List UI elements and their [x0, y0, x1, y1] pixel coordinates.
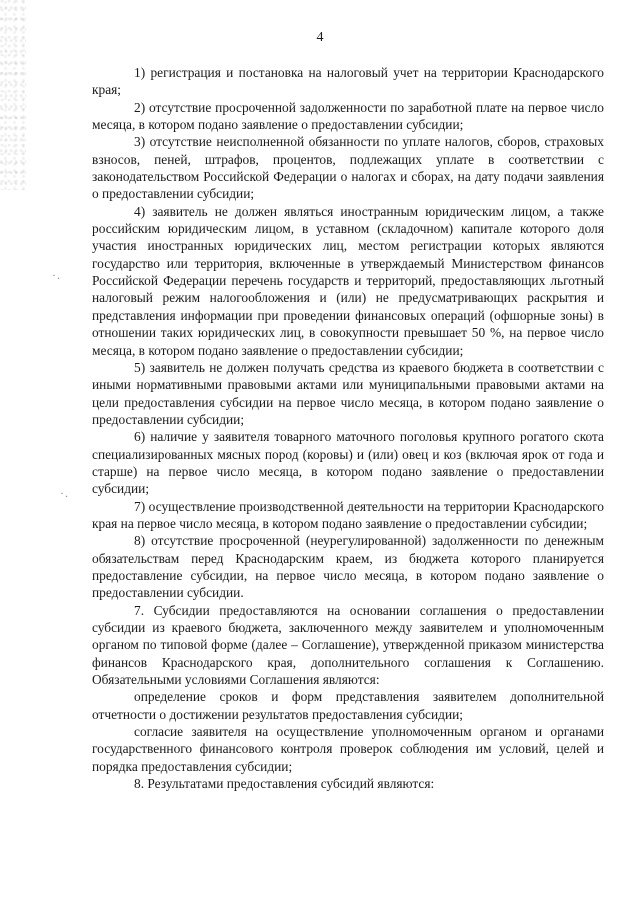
- scan-mark-dots: ·.: [52, 268, 61, 282]
- paragraph-section-8: 8. Результатами предоставления субсидий являются:: [134, 776, 435, 792]
- paragraph-condition-1: определение сроков и форм представления заявителем дополнительной отчетности о достижении результатов предоставления субсидии;: [92, 689, 604, 722]
- paragraph-item-4: 4) заявитель не должен являться иностранным юридическим лицом, а также российским юридическим лицом, в уставном (складочном) капитале которого доля участия иностранных юридических лиц, местом регистрации которых являются государство или территория, включенные в утверждаемый Министерством финансов Российской Федерации перечень государств и территорий, предоставляющих льготный налоговый режим налогообложения и (или) не предусматривающих раскрытия и представления информации при проведении финансовых операций (офшорные зоны) в отношении таких юридических лиц, в совокупности превышает 50 %, на первое число месяца, в котором подано заявление о предоставлении субсидии;: [92, 203, 604, 358]
- paragraph-item-5: 5) заявитель не должен получать средства из краевого бюджета в соответствии с иными нормативными правовыми актами или муниципальными правовыми актами на цели предоставления субсидии на первое число месяца, в котором подано заявление о предоставлении субсидии;: [92, 359, 604, 427]
- paragraph-item-8: 8) отсутствие просроченной (неурегулированной) задолженности по денежным обязательствам перед Краснодарским краем, из бюджета которого планируется предоставление субсидии, на первое число месяца, в котором подано заявление о предоставлении субсидии.: [92, 533, 604, 601]
- scan-edge-noise: [0, 0, 26, 190]
- paragraph-item-1: 1) регистрация и постановка на налоговый учет на территории Краснодарского края;: [92, 65, 604, 98]
- paragraph-section-7: 7. Субсидии предоставляются на основании соглашения о предоставлении субсидии из краевого бюджета, заключенного между заявителем и уполномоченным органом по типовой форме (далее – Соглашение), утвержденной приказом министерства финансов Краснодарского края, дополнительного соглашения к Соглашению. Обязательными условиями Соглашения являются:: [92, 602, 604, 688]
- paragraph-item-6: 6) наличие у заявителя товарного маточного поголовья крупного рогатого скота специализированных мясных пород (коровы) и (или) овец и коз (включая ярок от года и старше) на первое число месяца, в котором подано заявление о предоставлении субсидии;: [92, 429, 604, 497]
- document-body: [92, 64, 604, 792]
- paragraph-item-2: 2) отсутствие просроченной задолженности по заработной плате на первое число месяца, в котором подано заявление о предоставлении субсидии;: [92, 99, 604, 133]
- page-number: 4: [316, 30, 324, 45]
- paragraph-item-7: 7) осуществление производственной деятельности на территории Краснодарского края на первое число месяца, в котором подано заявление о предоставлении субсидии;: [92, 498, 604, 531]
- scan-mark-dots: ·.: [60, 486, 69, 500]
- paragraph-condition-2: согласие заявителя на осуществление уполномоченным органом и органами государственного финансового контроля проверок соблюдения им условий, целей и порядка предоставления субсидии;: [92, 724, 604, 774]
- paragraph-item-3: 3) отсутствие неисполненной обязанности по уплате налогов, сборов, страховых взносов, пеней, штрафов, процентов, подлежащих уплате в соответствии с законодательством Российской Федерации о налогах и сборах, на дату подачи заявления о предоставлении субсидии;: [92, 134, 604, 202]
